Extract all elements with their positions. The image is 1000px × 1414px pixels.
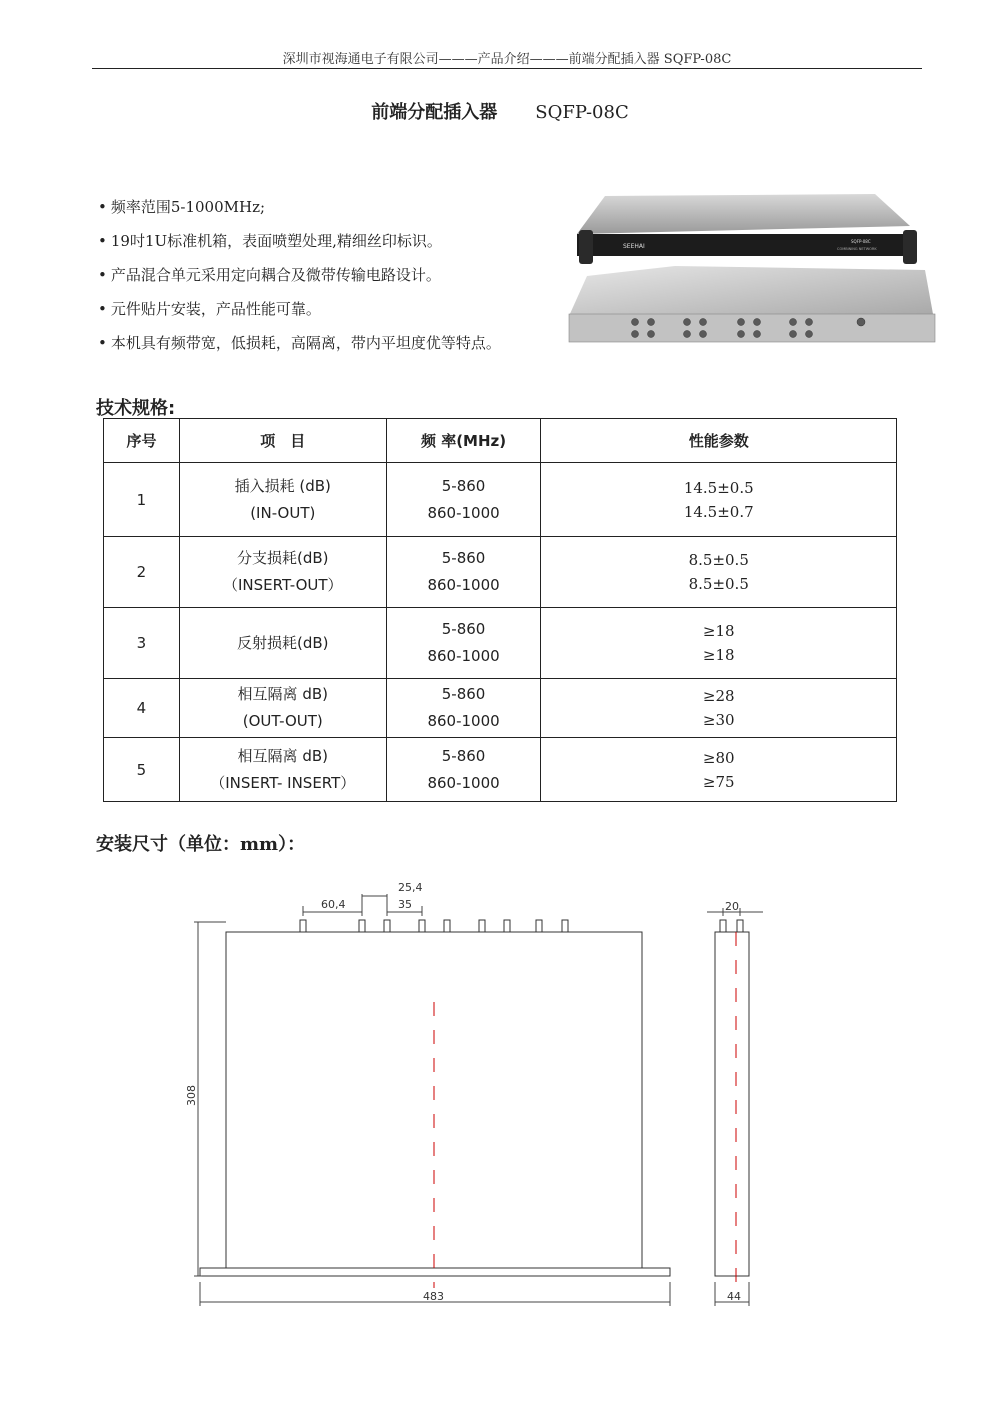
side-view: [707, 908, 763, 1306]
row-no: 5: [104, 738, 180, 802]
feature-item: • 产品混合单元采用定向耦合及微带传输电路设计。: [98, 264, 501, 298]
freq-line: 860-1000: [427, 647, 500, 665]
photo-model-label: SQFP-08C: [851, 239, 871, 244]
row-no: 2: [104, 537, 180, 608]
col-header-item: 项 目: [179, 419, 386, 463]
col-header-performance: 性能参数: [541, 419, 897, 463]
item-line: (IN-OUT): [250, 503, 316, 522]
item-line: （INSERT-OUT）: [223, 576, 343, 594]
page-header: 深圳市视海通电子有限公司———产品介绍———前端分配插入器 SQFP-08C: [282, 52, 732, 67]
row-frequency: [386, 463, 541, 537]
connectors: [300, 920, 568, 932]
freq-line: 860-1000: [427, 503, 500, 522]
freq-line: 5-860: [441, 620, 486, 638]
dim-label-side-pitch: 20: [725, 900, 739, 913]
freq-line: 5-860: [441, 685, 486, 703]
dim-label-width: 483: [423, 1290, 444, 1303]
top-view: [194, 894, 670, 1306]
spec-table: [103, 418, 897, 802]
perf-line: ≥18: [702, 646, 735, 664]
item-line: 插入损耗 (dB): [234, 476, 331, 495]
feature-list: [98, 196, 501, 366]
table-row: [104, 738, 897, 802]
dim-label-pitch-a: 60,4: [321, 898, 346, 911]
table-row: [104, 608, 897, 679]
item-line: 分支损耗(dB): [237, 549, 329, 567]
perf-line: ≥18: [702, 622, 735, 640]
row-no: 3: [104, 608, 180, 679]
freq-line: 860-1000: [427, 773, 500, 792]
freq-line: 5-860: [441, 746, 486, 765]
row-item: [179, 608, 386, 679]
table-row: [104, 679, 897, 738]
row-frequency: [386, 608, 541, 679]
table-row: [104, 463, 897, 537]
table-row: [104, 537, 897, 608]
perf-line: 14.5±0.7: [683, 502, 754, 521]
dimension-drawing: [180, 870, 780, 1310]
perf-line: ≥30: [702, 711, 735, 729]
freq-line: 5-860: [441, 549, 486, 567]
row-item: [179, 463, 386, 537]
photo-subtitle: COMBINING NETWORK: [837, 247, 877, 251]
item-line: (OUT-OUT): [242, 712, 323, 730]
row-frequency: [386, 738, 541, 802]
item-line: 反射损耗(dB): [237, 633, 329, 652]
freq-line: 860-1000: [427, 712, 500, 730]
row-no: 1: [104, 463, 180, 537]
table-header-row: [104, 419, 897, 463]
row-item: [179, 679, 386, 738]
col-header-frequency: 频 率(MHz): [386, 419, 541, 463]
perf-line: 8.5±0.5: [688, 551, 749, 569]
product-photo: [565, 190, 937, 362]
photo-brand: SEEHAI: [623, 243, 645, 250]
row-frequency: [386, 537, 541, 608]
dim-label-pitch-c: 35: [398, 898, 412, 911]
freq-line: 860-1000: [427, 576, 500, 594]
perf-line: ≥80: [702, 748, 735, 767]
perf-line: 8.5±0.5: [688, 575, 749, 593]
dim-label-pitch-b: 25,4: [398, 881, 423, 894]
item-line: 相互隔离 dB): [237, 685, 328, 703]
perf-line: 14.5±0.5: [683, 478, 754, 497]
dim-label-height: 44: [727, 1290, 741, 1303]
feature-item: • 元件贴片安装，产品性能可靠。: [98, 298, 501, 332]
col-header-no: 序号: [104, 419, 180, 463]
dimensions-heading: 安装尺寸（单位：mm）：: [96, 834, 306, 855]
row-item: [179, 537, 386, 608]
freq-line: 5-860: [441, 476, 486, 495]
perf-line: ≥75: [702, 772, 735, 791]
title-name: 前端分配插入器: [371, 102, 498, 123]
document-title: [0, 98, 1000, 124]
feature-item: • 本机具有频带宽，低损耗，高隔离，带内平坦度优等特点。: [98, 332, 501, 366]
row-no: 4: [104, 679, 180, 738]
dim-label-depth: 308: [185, 1085, 198, 1106]
perf-line: ≥28: [702, 687, 735, 705]
header-rule: [92, 68, 922, 69]
title-model: SQFP-08C: [535, 102, 629, 123]
row-performance: [541, 738, 897, 802]
row-frequency: [386, 679, 541, 738]
feature-item: • 19吋1U标准机箱，表面喷塑处理,精细丝印标识。: [98, 230, 501, 264]
row-performance: [541, 537, 897, 608]
feature-item: • 频率范围5-1000MHz;: [98, 196, 501, 230]
item-line: （INSERT- INSERT）: [210, 773, 356, 792]
item-line: 相互隔离 dB): [237, 746, 328, 765]
row-item: [179, 738, 386, 802]
spec-heading: 技术规格:: [96, 398, 176, 419]
row-performance: [541, 463, 897, 537]
row-performance: [541, 608, 897, 679]
row-performance: [541, 679, 897, 738]
